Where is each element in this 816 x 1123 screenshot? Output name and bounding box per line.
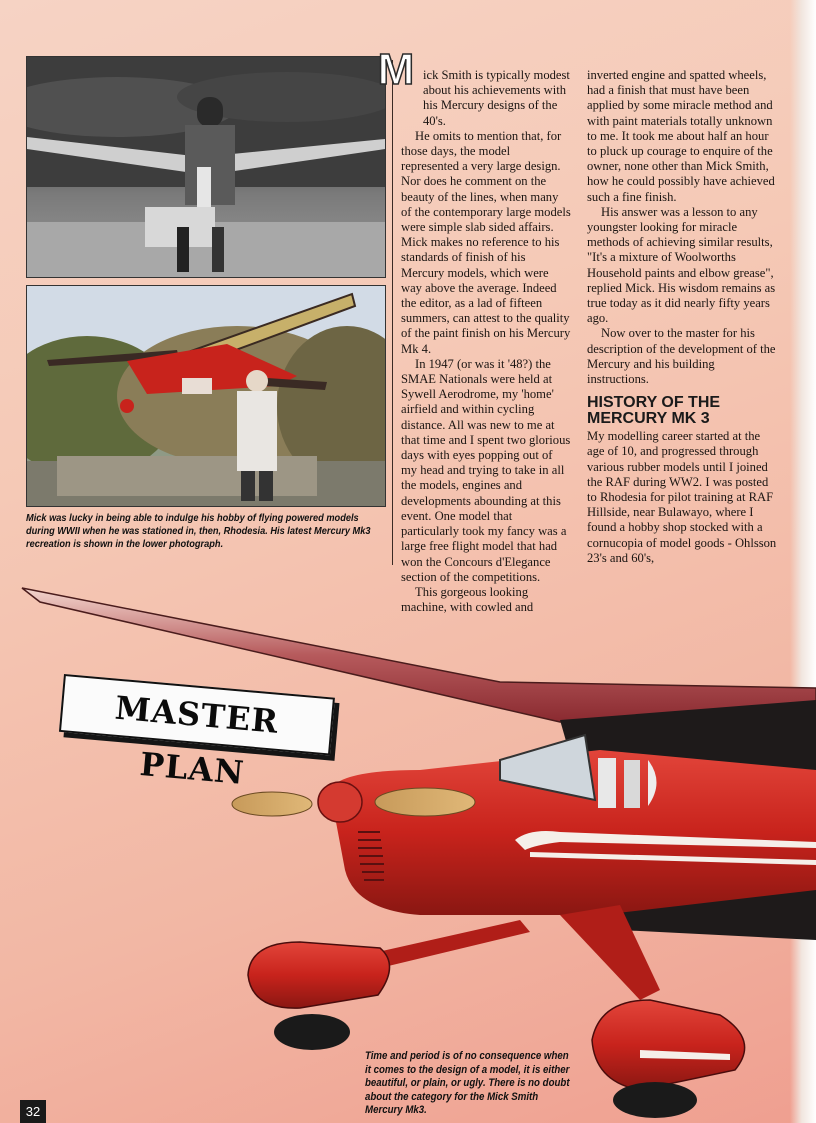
- article-paragraph: His answer was a lesson to any youngster looking for miracle methods of achieving similar results, "It's a mixture of Woolworths Household paints and elbow grease", replied Mick. His wisdom remains as true today as it did nearly fifty years ago.: [587, 204, 776, 326]
- mercury-mk3-model-illustration: [0, 570, 816, 1123]
- photo-caption: Mick was lucky in being able to indulge his hobby of flying powered models during WWII when he was stationed in, then, Rhodesia. His latest Mercury Mk3 recreation is shown in the lower photograph.: [26, 512, 371, 550]
- article-paragraph: inverted engine and spatted wheels, had a finish that must have been applied by some miracle method and with paint materials totally unknown to me. It took me about half an hour to pluck up courage to enquire of the owner, none other than Mick Smith, how he could possibly have achieved such a fine finish.: [587, 68, 775, 204]
- article-paragraph: He omits to mention that, for those days, the model represented a very large design. Nor does he comment on the beauty of the lines, when many of the contemporary large models were simple slab sided affairs. Mick makes no reference to his standards of finish of his Mercury models, which were way above the average. Indeed the editor, as a lad of fifteen summers, can attest to the quality of the paint finish on his Mercury Mk 4.: [401, 128, 571, 356]
- archival-photo-drawing: [27, 57, 385, 277]
- history-paragraph: My modelling career started at the age of 10, and progressed through various rubber models until I joined the RAF during WW2. I was posted to Rhodesia for pilot training at RAF Hillside, near Bulawayo, where I found a hobby shop stocked with a cornucopia of model goods - Ohlsson 23's and 60's,: [587, 429, 777, 565]
- article-column-2: [587, 68, 777, 566]
- model-caption: Time and period is of no consequence when it comes to the design of a model, it is either beautiful, or plain, or ugly. There is no doubt about the category for the Mick Smith Mercury Mk3.: [365, 1050, 570, 1116]
- intro-text: ick Smith is typically modest about his achievements with his Mercury designs of the 40's.: [423, 68, 570, 128]
- section-heading: HISTORY OF THE MERCURY MK 3: [587, 394, 721, 428]
- drop-cap: M: [377, 45, 415, 94]
- master-plan-banner: MASTER PLAN: [59, 674, 335, 755]
- intro-paragraph: [401, 68, 571, 129]
- column-rule: [392, 60, 393, 565]
- article-paragraph: Now over to the master for his description of the development of the Mercury and his building instructions.: [587, 326, 776, 387]
- article-column-1: [401, 68, 571, 615]
- article-paragraph: This gorgeous looking machine, with cowled and: [401, 584, 534, 615]
- article-paragraph: In 1947 (or was it '48?) the SMAE Nationals were held at Sywell Aerodrome, my 'home' airfield and within cycling distance. All was new to me at that time and I spent two glorious days with eyes popping out of my head and trying to take in all the models, engines and developments abounding at this event. One model that particularly took my fancy was a large free flight model that had won the Concours d'Elegance section of the competitions.: [401, 356, 571, 584]
- archival-photo-wwii: [26, 56, 386, 278]
- recreation-photo: [26, 285, 386, 507]
- page-number: 32: [20, 1100, 46, 1123]
- recreation-photo-drawing: [27, 286, 385, 506]
